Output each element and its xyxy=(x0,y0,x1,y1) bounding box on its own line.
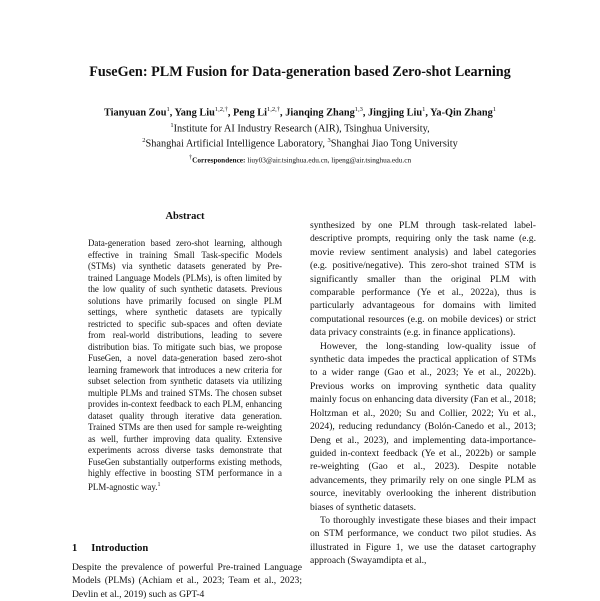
author-name: Ya-Qin Zhang xyxy=(430,107,493,119)
correspondence-emails: liuy03@air.tsinghua.edu.cn, lipeng@air.tsinghua.edu.cn xyxy=(247,155,412,165)
abstract-body xyxy=(88,238,282,493)
section-heading xyxy=(72,543,162,554)
correspondence-line xyxy=(0,154,600,164)
author-name: Tianyuan Zou xyxy=(103,107,167,119)
affiliation-line xyxy=(0,122,600,134)
section-number: 1 xyxy=(72,543,78,554)
author-affiliation-mark: 1,2,† xyxy=(267,106,281,113)
author-name: Peng Li xyxy=(232,107,268,119)
author-affiliation-mark: 1,2,† xyxy=(214,106,228,113)
body-paragraph: synthesized by one PLM through task-related label-descriptive prompts, requiring only the task name (e.g. movie review sentiment analysis) and label categories (e.g. positive/negative). This zero-shot trained STM is significantly smaller than the original PLM with comparable performance (Ye et al., 2022a), thus is particularly advantageous for domains with limited computational resources (e.g. on mobile devices) or strict data privacy constraints (e.g. in finance applications). xyxy=(310,220,536,339)
author-name: Jianqing Zhang xyxy=(285,107,355,119)
abstract-heading: Abstract xyxy=(165,211,205,222)
author-affiliation-mark: 1 xyxy=(422,106,426,113)
correspondence-mark: † xyxy=(188,154,193,161)
affiliation-mark: 1 xyxy=(170,122,174,129)
body-paragraph: To thoroughly investigate these biases and their impact on STM performance, we conduct two pilot studies. As illustrated in Figure 1, we use the dataset cartography approach (Swayamdipta et al., xyxy=(310,514,536,567)
section-title: Introduction xyxy=(91,543,149,554)
correspondence-label: Correspondence: xyxy=(192,155,246,165)
affiliation-line xyxy=(0,137,600,149)
author-name: Jingjing Liu xyxy=(368,107,423,119)
paper-title: FuseGen: PLM Fusion for Data-generation based Zero-shot Learning xyxy=(89,64,511,80)
intro-paragraph: Despite the prevalence of powerful Pre-trained Language Models (PLMs) (Achiam et al., 2023; Team et al., 2023; Devlin et al., 2019) such as GPT-4 xyxy=(72,562,302,600)
affiliation-mark: 3 xyxy=(327,137,331,144)
body-paragraph: However, the long-standing low-quality issue of synthetic data impedes the practical application of STMs to a wider range (Gao et al., 2023; Ye et al., 2022b). Previous works on improving synthetic data quality mainly focus on enhancing data diversity (Fan et al., 2018; Holtzman et al., 2020; Su and Collier, 2022; Yu et al., 2024), reducing redundancy (Bolón-Canedo et al., 2013; Deng et al., 2023), and implementing data-importance-guided in-context feedback (Ye et al., 2022b) or sample re-weighting (Gao et al., 2023). Despite notable advancements, they primarily rely on one single PLM as source, inevitably overlooking the inherent distribution biases of synthetic datasets. xyxy=(310,340,536,513)
author-affiliation-mark: 1 xyxy=(166,106,170,113)
author-list: Tianyuan Zou$^1$, Yang Liu$^{1,2,\dagger}$, Peng $Li^{1,2,\dagger}$, Jianqing Zhang$^{1,3}$, Jingjing Liu$^1$, Ya-Qin Zhang$^1$ xyxy=(103,106,497,119)
right-column xyxy=(310,219,536,568)
affiliation-mark: 2 xyxy=(142,137,146,144)
author-affiliation-mark: 1,3 xyxy=(354,106,363,113)
affiliation-text: Institute for AI Industry Research (AIR), Tsinghua University, xyxy=(173,123,430,135)
affiliation-text: Shanghai Jiao Tong University xyxy=(330,138,458,150)
author-name: Yang Liu xyxy=(174,107,215,119)
footnote-mark: 1 xyxy=(157,481,161,488)
affiliation-text: Shanghai Artificial Intelligence Laboratory, xyxy=(145,138,328,150)
author-affiliation-mark: 1 xyxy=(492,106,497,113)
abstract-text: Data-generation based zero-shot learning, although effective in training Small Task-specific Models (STMs) via synthetic datasets generated by Pre-trained Language Models (PLMs), is often limited by the low quality of such synthetic datasets. Previous solutions have primarily focused on single PLM settings, where synthetic datasets are typically restricted to specific sub-spaces and often deviate from real-world distributions, leading to severe distribution bias. To mitigate such bias, we propose FuseGen, a novel data-generation based zero-shot learning framework that introduces a new criteria for subset selection from synthetic datasets via utilizing multiple PLMs and trained STMs. The chosen subset provides in-context feedback to each PLM, enhancing dataset quality through iterative data generation. Trained STMs are then used for sample re-weighting as well, further improving data quality. Extensive experiments across diverse tasks demonstrate that FuseGen substantially outperforms existing methods, highly effective in boosting STM performance in a PLM-agnostic way. xyxy=(88,238,282,492)
